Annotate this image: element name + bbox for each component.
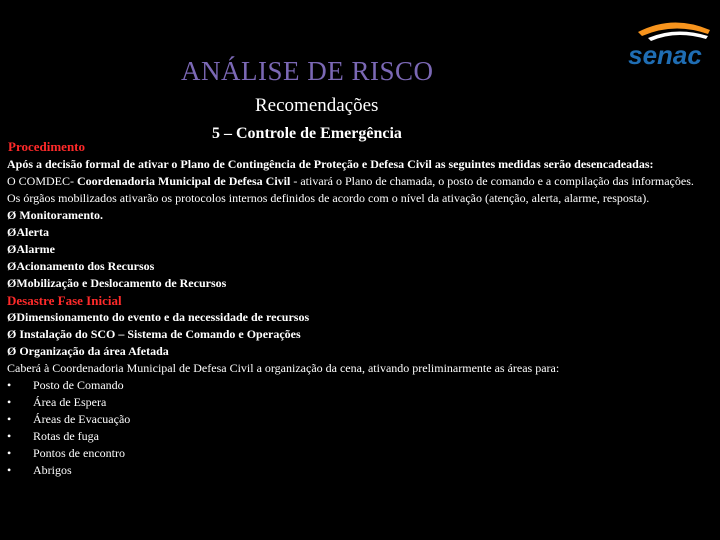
procedure-label: Procedimento [8, 139, 86, 154]
initial-step: Ø Instalação do SCO – Sistema de Comando e Operações [7, 327, 301, 341]
area-item: • Áreas de Evacuação [7, 412, 131, 426]
arrow-bullet-icon: Ø [7, 242, 17, 256]
area-item: • Área de Espera [7, 395, 107, 409]
arrow-bullet-icon: Ø [7, 276, 17, 290]
comdec-name: Coordenadoria Municipal de Defesa Civil [77, 174, 291, 188]
section-heading: 5 – Controle de Emergência [212, 125, 402, 142]
dot-bullet-icon: • [7, 429, 12, 443]
phase-item: Ø Monitoramento. [7, 208, 103, 222]
logo-text: senac [628, 40, 702, 70]
arrow-bullet-icon: Ø [7, 310, 17, 324]
dot-bullet-icon: • [7, 446, 12, 460]
body-text [7, 156, 713, 479]
initial-step: ØDimensionamento do evento e da necessidade de recursos [7, 310, 310, 324]
dot-bullet-icon: • [7, 412, 12, 426]
dot-bullet-icon: • [7, 378, 12, 392]
organs-paragraph: Os órgãos mobilizados ativarão os protocolos internos definidos de acordo com o nível da ativação (atenção, alerta, alarme, resposta). [7, 191, 650, 205]
area-item: • Rotas de fuga [7, 429, 99, 443]
comdec-prefix: O COMDEC- [7, 174, 78, 188]
phase-item: ØMobilização e Deslocamento de Recursos [7, 276, 227, 290]
comdec-suffix: - ativará o Plano de chamada, o posto de comando e a compilação das informações. [290, 174, 694, 188]
slide-title: ANÁLISE DE RISCO [181, 56, 434, 86]
comdec-paragraph [7, 173, 713, 190]
area-item: • Abrigos [7, 463, 72, 477]
arrow-bullet-icon: Ø [7, 225, 17, 239]
disaster-heading: Desastre Fase Inicial [7, 293, 122, 308]
senac-logo [618, 18, 712, 70]
dot-bullet-icon: • [7, 463, 12, 477]
phase-item: ØAlerta [7, 225, 49, 239]
arrow-bullet-icon: Ø [7, 259, 17, 273]
dot-bullet-icon: • [7, 395, 12, 409]
scene-paragraph: Caberá à Coordenadoria Municipal de Defesa Civil a organização da cena, ativando preliminarmente as áreas para: [7, 361, 560, 375]
phase-item: ØAcionamento dos Recursos [7, 259, 155, 273]
intro-paragraph: Após a decisão formal de ativar o Plano de Contingência de Proteção e Defesa Civil as seguintes medidas serão desencadeadas: [7, 157, 654, 171]
arrow-bullet-icon: Ø [7, 208, 17, 222]
arrow-bullet-icon: Ø [7, 344, 17, 358]
area-item: • Pontos de encontro [7, 446, 125, 460]
area-item: • Posto de Comando [7, 378, 124, 392]
phase-item: ØAlarme [7, 242, 55, 256]
slide-subtitle: Recomendações [255, 95, 379, 116]
arrow-bullet-icon: Ø [7, 327, 17, 341]
initial-step: Ø Organização da área Afetada [7, 344, 169, 358]
